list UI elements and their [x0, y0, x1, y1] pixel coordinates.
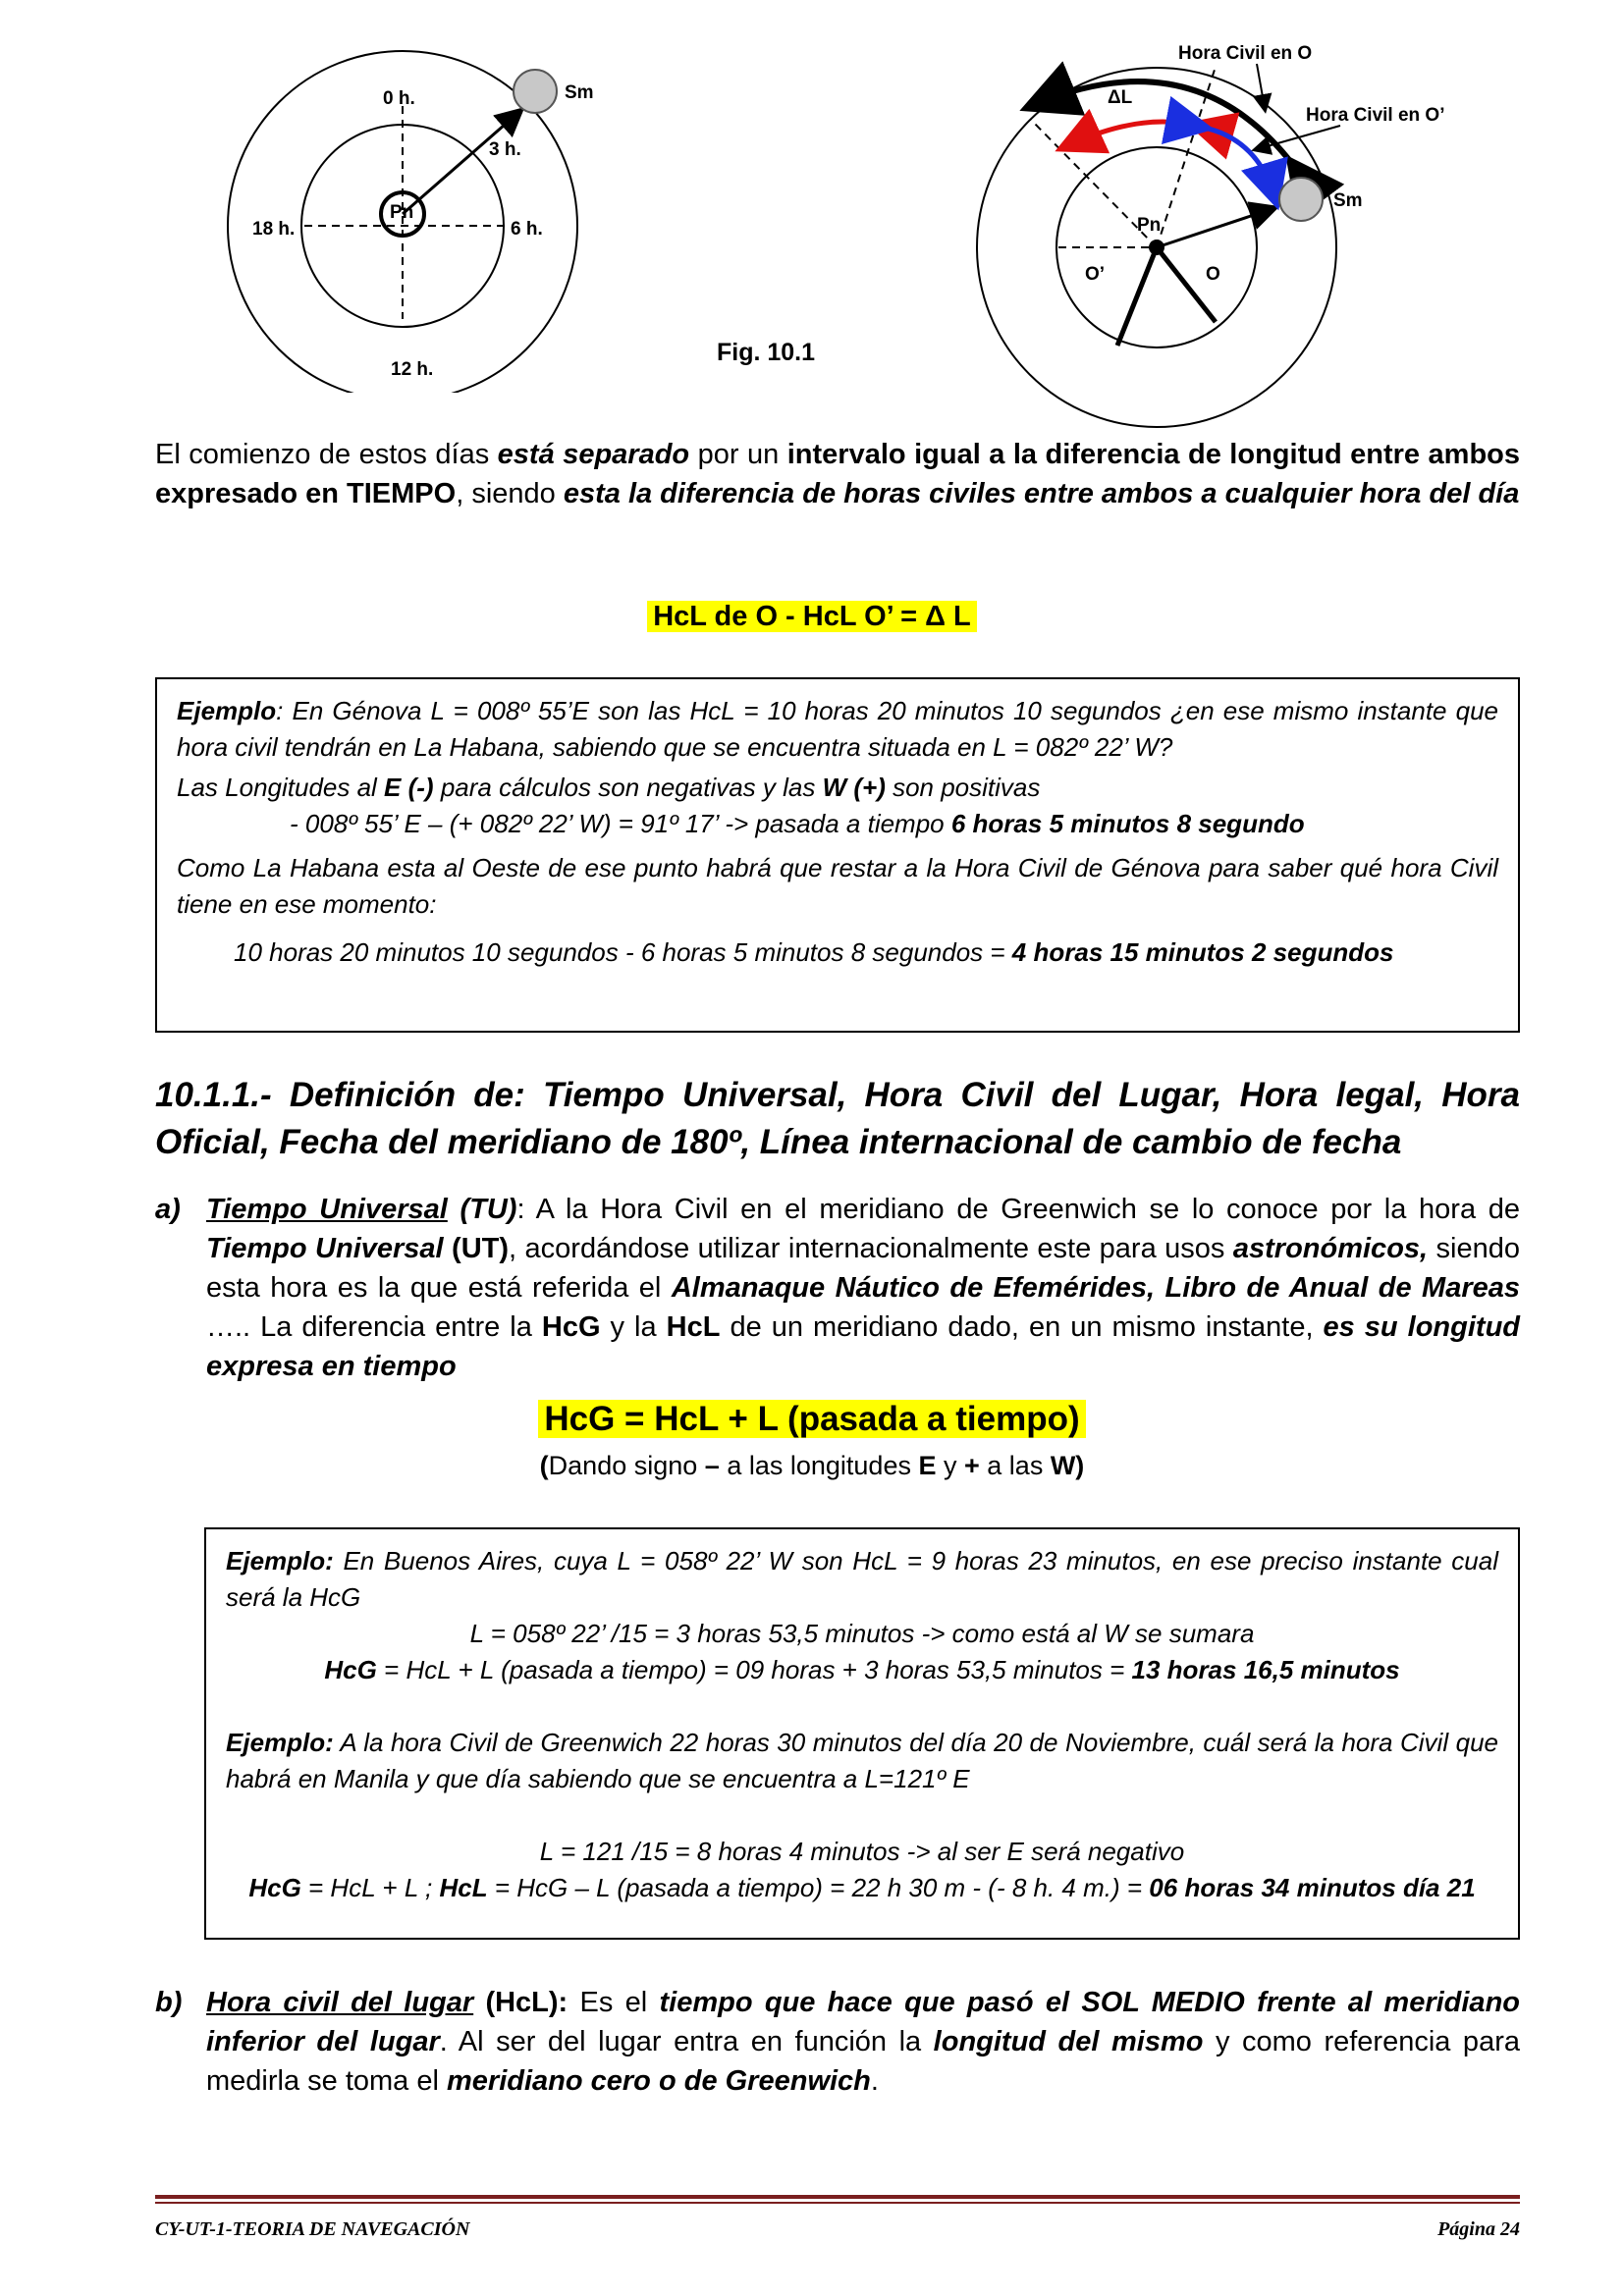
example-box-1: Ejemplo: En Génova L = 008º 55’E son las HcL = 10 horas 20 minutos 10 segundos ¿en ese mismo instante que hora civil tendrán en La Habana, sabiendo que se encuentra situada en L = 082º 22’ W? Las Longitudes al E (-) para cálculos son negativas y las W (+) son positivas - 008º 55’ E – (+ 082º 22’ W) = 91º 17’ -> pasada a tiempo 6 horas 5 minutos 8 segundo Como La Habana esta al Oeste de ese punto habrá que restar a la Hora Civil de Génova para saber qué hora Civil tiene en ese momento: 10 horas 20 minutos 10 segundos - 6 horas 5 minutos 8 segundos = 4 horas 15 minutos 2 segundos [155, 677, 1520, 1033]
black-arc [1036, 81, 1296, 169]
label-6h: 6 h. [511, 219, 543, 240]
item-b-text: Hora civil del lugar (HcL): Es el tiempo que hace que pasó el SOL MEDIO frente al meridiano inferior del lugar. Al ser del lugar entra en función la longitud del mismo y como referencia para medirla se toma el meridiano cero o de Greenwich. [206, 1987, 1520, 2097]
formula-delta-l: HcL de O - HcL O’ = Δ L [0, 601, 1624, 633]
sun-icon [514, 70, 557, 113]
label-12h: 12 h. [391, 359, 434, 380]
figure-left [226, 49, 619, 393]
item-b-letter: b) [155, 1987, 183, 2018]
item-a-letter: a) [155, 1194, 181, 1225]
example-box-2: Ejemplo: En Buenos Aires, cuya L = 058º 22’ W son HcL = 9 horas 23 minutos, en ese preciso instante cual será la HcG L = 058º 22’ /15 = 3 horas 53,5 minutos -> como está al W se sumara HcG = HcL + L (pasada a tiempo) = 09 horas + 3 horas 53,5 minutos = 13 horas 16,5 minutos Ejemplo: A la hora Civil de Greenwich 22 horas 30 minutos del día 20 de Noviembre, cuál será la hora Civil que habrá en Manila y que día sabiendo que se encuentra a L=121º E L = 121 /15 = 8 horas 4 minutos -> al ser E será negativo HcG = HcL + L ; HcL = HcG – L (pasada a tiempo) = 22 h 30 m - (- 8 h. 4 m.) = 06 horas 34 minutos día 21 [204, 1527, 1520, 1940]
page-number: Página 24 [1437, 2218, 1520, 2240]
formula-hcg-note: (Dando signo – a las longitudes E y + a las W) [539, 1451, 1085, 1480]
label-hora-civil-o-prime: Hora Civil en O’ [1306, 105, 1445, 126]
figure-caption: Fig. 10.1 [717, 339, 816, 366]
footer-rule [155, 2195, 1520, 2199]
label-delta-l: ΔL [1108, 87, 1133, 108]
label-3h: 3 h. [489, 139, 521, 160]
label-sm: Sm [1333, 190, 1363, 211]
label-pn: Pn [390, 202, 414, 223]
intro-paragraph: El comienzo de estos días está separado por un intervalo igual a la diferencia de longitud entre ambos expresado en TIEMPO, siendo esta la diferencia de horas civiles entre ambos a cualquier hora del día [155, 439, 1520, 509]
blue-arc [1200, 127, 1274, 196]
red-arc [1068, 122, 1200, 145]
item-a-text: Tiempo Universal (TU): A la Hora Civil en el meridiano de Greenwich se lo conoce por la hora de Tiempo Universal (UT), acordándose utilizar internacionalmente este para usos astronómicos, siendo esta hora es la que está referida el Almanaque Náutico de Efemérides, Libro de Anual de Mareas ….. La diferencia entre la HcG y la HcL de un meridiano dado, en un mismo instante, es su longitud expresa en tiempo [206, 1194, 1521, 1382]
footer-left: CY-UT-1-TEORIA DE NAVEGACIÓN [155, 2218, 470, 2240]
section-heading: 10.1.1.- Definición de: Tiempo Universal, Hora Civil del Lugar, Hora legal, Hora Oficial, Fecha del meridiano de 180º, Línea internacional de cambio de fecha [155, 1076, 1520, 1161]
label-sm: Sm [565, 82, 594, 103]
sun-icon [1279, 178, 1323, 221]
label-pn: Pn [1137, 215, 1162, 236]
label-0h: 0 h. [383, 88, 415, 109]
label-o-prime: O’ [1085, 264, 1106, 285]
figure-right [972, 29, 1483, 432]
footer-rule-thin [155, 2202, 1520, 2204]
label-o: O [1206, 264, 1220, 285]
formula-hcg: HcG = HcL + L (pasada a tiempo) [0, 1400, 1624, 1439]
label-hora-civil-o: Hora Civil en O [1178, 43, 1313, 64]
label-18h: 18 h. [252, 219, 296, 240]
pole-dot [1149, 240, 1164, 255]
